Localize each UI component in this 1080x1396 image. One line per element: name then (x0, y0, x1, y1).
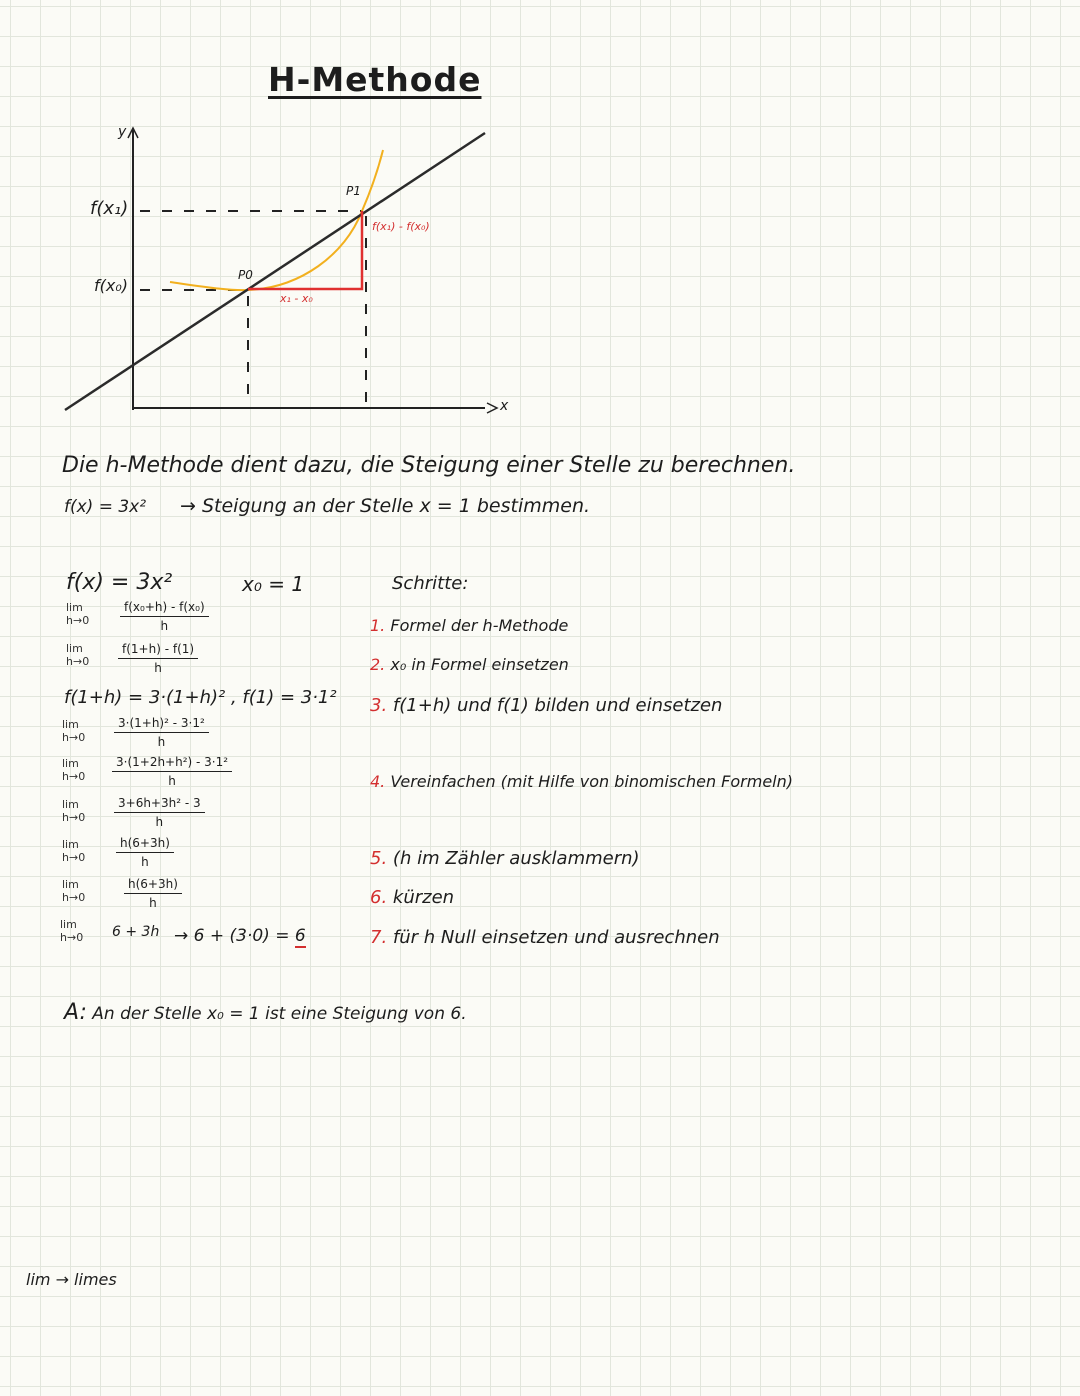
intro-task: → Steigung an der Stelle x = 1 bestimmen. (180, 495, 591, 517)
lim-label: lim h→0 (62, 838, 86, 864)
intermediate-values: f(1+h) = 3·(1+h)² , f(1) = 3·1² (64, 687, 337, 708)
step-item: 3. f(1+h) und f(1) bilden und einsetzen (370, 695, 723, 716)
steps-heading: Schritte: (392, 573, 469, 594)
final-calculation: → 6 + (3·0) = 6 (174, 926, 306, 946)
simplified-expression: 6 + 3h (112, 924, 160, 940)
lim-label: lim h→0 (62, 757, 86, 783)
step-item: 5. (h im Zähler ausklammern) (370, 848, 640, 869)
p0-label: P0 (238, 268, 253, 282)
dx-label: x₁ - x₀ (280, 292, 313, 305)
secant-line (65, 133, 485, 410)
lim-label: lim h→0 (62, 798, 86, 824)
step-item: 6. kürzen (370, 887, 455, 908)
step-item: 4. Vereinfachen (mit Hilfe von binomischen Formeln) (370, 772, 793, 791)
fraction-formula: $\frac{\text{f(x₀+h) - f(x₀)}}{h}$ (120, 600, 209, 633)
intro-function: f(x) = 3x² (64, 497, 147, 517)
f-x1-label: f(x₁) (90, 198, 129, 219)
lim-label: lim h→0 (66, 601, 90, 627)
answer-prefix: A: (64, 1000, 87, 1025)
x-axis-label: x (500, 398, 509, 414)
p1-label: P1 (346, 184, 361, 198)
secant-graph (0, 0, 1080, 440)
lim-label: lim h→0 (62, 718, 86, 744)
lim-label: lim h→0 (66, 642, 90, 668)
step-item: 7. für h Null einsetzen und ausrechnen (370, 927, 720, 948)
fraction-step3: $\frac{\text{3·(1+h)² - 3·1²}}{h}$ (114, 716, 209, 749)
final-result: 6 (294, 926, 306, 946)
y-axis-label: y (118, 124, 127, 140)
dy-label: f(x₁) - f(x₀) (372, 220, 430, 233)
intro-line: Die h-Methode dient dazu, die Steigung einer Stelle zu berechnen. (62, 453, 796, 478)
step-item: 2. x₀ in Formel einsetzen (370, 655, 569, 674)
calc-function: f(x) = 3x² (66, 570, 173, 595)
fraction-step7: $\frac{h(6+3h)}{h}$ (124, 877, 182, 910)
footnote: lim → limes (26, 1270, 117, 1289)
calc-x0: x₀ = 1 (242, 572, 305, 596)
fraction-step6: $\frac{h(6+3h)}{h}$ (116, 836, 174, 869)
fraction-step5: $\frac{\text{3+6h+3h² - 3}}{h}$ (114, 796, 205, 829)
fraction-step4: $\frac{\text{3·(1+2h+h²) - 3·1²}}{h}$ (112, 755, 232, 788)
fraction-inserted: $\frac{f(1+h) - f(1)}{h}$ (118, 642, 198, 675)
page-title: H-Methode (268, 60, 482, 99)
answer-line: A: An der Stelle x₀ = 1 ist eine Steigung von 6. (64, 1000, 467, 1025)
x-axis-arrow (487, 403, 497, 413)
lim-label: lim h→0 (62, 878, 86, 904)
lim-label: lim h→0 (60, 918, 84, 944)
f-x0-label: f(x₀) (94, 276, 128, 295)
step-item: 1. Formel der h-Methode (370, 616, 569, 635)
